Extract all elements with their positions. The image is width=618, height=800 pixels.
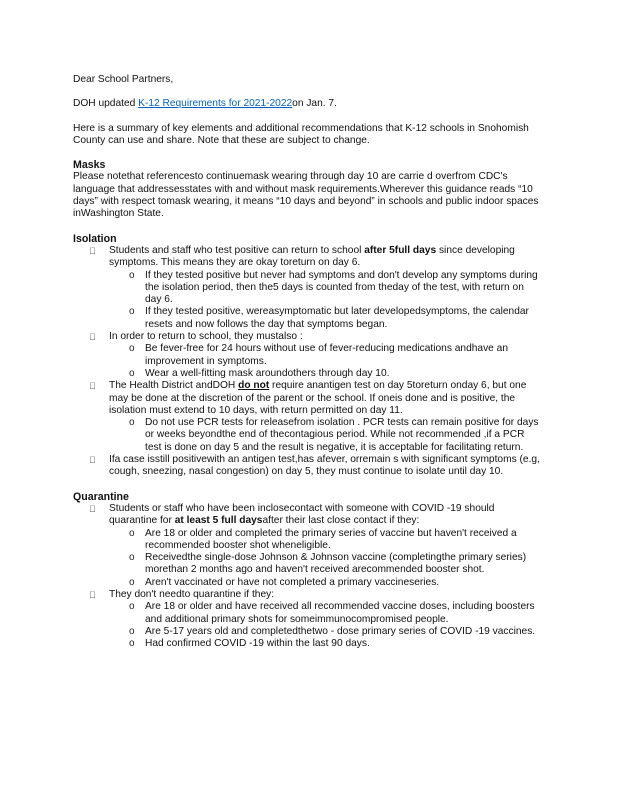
item-text: They don't needto quarantine if they: [109,588,275,600]
update-line [73,98,543,110]
item-text: The Health District andDOH [109,380,239,392]
item-text: require anantigen test on day 5toreturn onday 6, but one may be done at the discretion of the parent or the school. If oneis done and is positive, the isolation must extend to 10 days, with return permitted on day 11. [109,380,527,416]
item-bold-text: after 5full days [364,244,437,256]
list-item [73,503,543,528]
subitem-text: Aren't vaccinated or have not completed a primary vaccineseries. [145,576,440,588]
quarantine-section [73,491,543,651]
circle-bullet-icon: o [129,576,135,588]
item-text: In order to return to school, they mustalso : [109,331,303,343]
masks-heading: Masks [73,159,106,172]
item-bold-text: at least 5 full days [174,515,263,527]
update-prefix: DOH updated [73,98,139,110]
circle-bullet-icon: o [129,269,135,281]
circle-bullet-icon: o [129,638,135,650]
circle-bullet-icon: o [129,625,135,637]
subitem-text: Be fever-free for 24 hours without use of fever-reducing medications andhave an improvement in symptoms. [145,343,508,367]
bullet-icon [89,589,96,601]
list-subitem [73,601,543,626]
list-subitem [73,552,543,577]
circle-bullet-icon: o [129,417,135,429]
list-subitem [73,368,543,380]
circle-bullet-icon: o [129,367,135,379]
list-subitem [73,638,543,650]
greeting: Dear School Partners, [73,74,174,85]
circle-bullet-icon: o [129,527,135,539]
circle-bullet-icon: o [129,306,135,318]
circle-bullet-icon: o [129,601,135,613]
item-text: since developing symptoms. This means they are okay toreturn on day 6. [109,244,515,269]
bullet-icon [89,454,96,466]
bullet-icon [89,380,96,392]
subitem-text: Wear a well-fitting mask aroundothers through day 10. [145,367,390,379]
circle-bullet-icon: o [129,343,135,355]
subitem-text: Do not use PCR tests for releasefrom isolation . PCR tests can remain positive for days or weeks beyondthe end of thecontagious period. While not recommended ,if a PCR test is done on day 5 and the result is negative, it is acceptable for facilitating return. [145,417,539,453]
bullet-icon [89,331,96,343]
update-suffix: on Jan. 7. [292,98,337,110]
list-subitem [73,528,543,553]
list-subitem [73,626,543,638]
subitem-text: Are 18 or older and have received all recommended vaccine doses, including boosters and additional primary shots for someimmunocompromised people. [145,601,535,625]
subitem-text: Are 18 or older and completed the primary series of vaccine but haven't received a recommended booster shot wheneligible. [145,527,517,551]
list-item [73,245,543,270]
list-item [73,331,543,343]
k12-requirements-link[interactable]: K-12 Requirements for 2021-2022 [138,98,293,110]
item-text: Students or staff who have been inclosecontact with someone with COVID -19 should quarantine for [109,502,495,527]
isolation-section [73,233,543,479]
list-subitem [73,306,543,331]
subitem-text: If they tested positive but never had symptoms and don't develop any symptoms during the isolation period, then the5 days is counted from theday of the test, with return on day 6. [145,269,538,306]
isolation-heading: Isolation [73,232,117,245]
item-text: Ifa case isstill positivewith an antigen test,has afever, orremain s with significant symptoms (e.g, cough, sneezing, nasal congestion) on day 5, they must continue to isolate until day 10. [109,454,540,478]
circle-bullet-icon: o [129,552,135,564]
list-subitem [73,577,543,589]
masks-paragraph: Please notethat referencesto continuemask wearing through day 10 are carrie d overfrom CDC's language that addressesstates with and without mask requirements.Wherever this guidance reads “10 days” with respect tomask wearing, it means “10 days and beyond” in schools and public indoor spaces inWashington State. [73,171,539,220]
subitem-text: Are 5-17 years old and completedthetwo - dose primary series of COVID -19 vaccines. [145,625,536,637]
quarantine-list [73,503,543,651]
letter-body [73,74,543,650]
subitem-text: Receivedthe single-dose Johnson & Johnson vaccine (completingthe primary series) morethan 2 months ago and haven't received arecommended booster shot. [145,552,527,576]
summary-paragraph: Here is a summary of key elements and additional recommendations that K-12 schools in Snohomish County can use and share. Note that these are subject to change. [73,122,529,146]
item-text: after their last close contact if they: [262,515,420,527]
item-emphasis-text: do not [238,380,270,392]
quarantine-heading: Quarantine [73,490,129,503]
isolation-list [73,245,543,479]
bullet-icon [89,245,96,257]
list-subitem [73,270,543,307]
subitem-text: If they tested positive, wereasymptomatic but later developedsymptoms, the calendar resets and now follows the day that symptoms began. [145,306,529,330]
masks-section [73,159,543,220]
item-text: Students and staff who test positive can return to school [109,244,365,256]
list-subitem [73,417,543,454]
list-subitem [73,343,543,368]
list-item [73,589,543,601]
list-item [73,454,543,479]
subitem-text: Had confirmed COVID -19 within the last 90 days. [145,638,370,650]
bullet-icon [89,503,96,515]
list-item [73,380,543,417]
